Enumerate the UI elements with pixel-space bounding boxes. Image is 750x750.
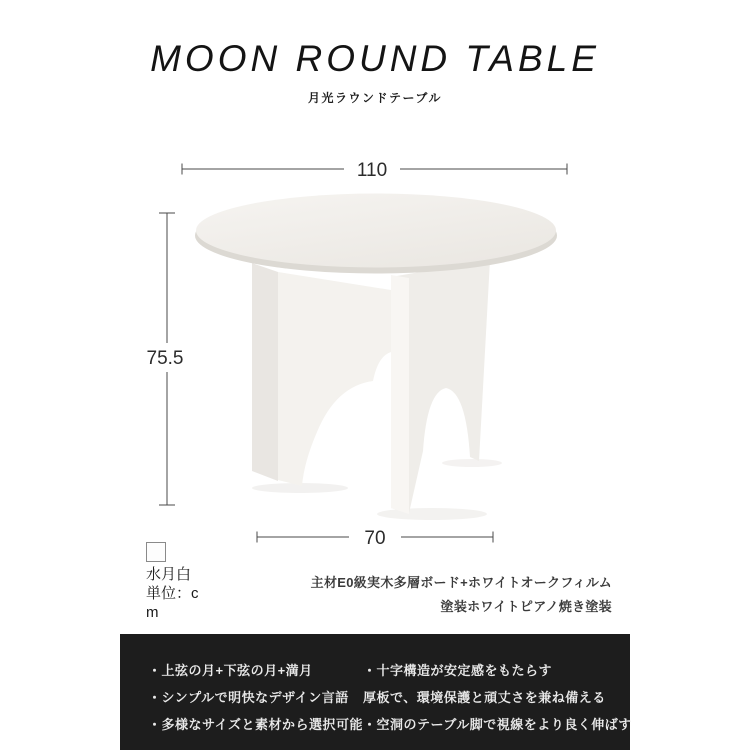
color-name: 水月白 — [146, 566, 192, 583]
feature-item: ・十字構造が安定感をもたらす — [362, 663, 552, 678]
width-value: 110 — [356, 160, 388, 181]
material-spec — [311, 571, 612, 619]
feature-item: ・上弦の月+下弦の月+満月 — [148, 663, 313, 678]
dimension-height — [147, 213, 184, 505]
table-top — [195, 194, 557, 274]
unit-label: 単位：cm — [146, 585, 199, 621]
feature-item: ・空洞のテーブル脚で視線をより良く伸ばす — [362, 717, 632, 732]
feature-item: ・多様なサイズと素材から選択可能 — [148, 717, 363, 732]
features-left-column — [148, 657, 363, 750]
page-subtitle: 月光ラウンドテーブル — [308, 91, 442, 105]
height-value: 75.5 — [146, 348, 184, 369]
feature-item: 厚板で、環境保護と頑丈さを兼ね備える — [362, 690, 606, 705]
feature-item: ・シンプルで明快なデザイン言語 — [148, 690, 349, 705]
page-title: MOON ROUND TABLE — [150, 38, 600, 79]
base-value: 70 — [364, 528, 386, 549]
color-swatch — [146, 542, 166, 562]
table-legs — [252, 260, 490, 514]
material-line-2: 塗装ホワイトピアノ焼き塗装 — [440, 599, 612, 614]
features-right-column — [363, 657, 632, 750]
features-panel — [120, 634, 630, 750]
material-line-1: 主材E0級実木多層ボード+ホワイトオークフィルム — [310, 575, 612, 590]
dimension-width — [182, 160, 567, 181]
color-option — [146, 542, 210, 622]
dimension-base — [257, 528, 493, 549]
